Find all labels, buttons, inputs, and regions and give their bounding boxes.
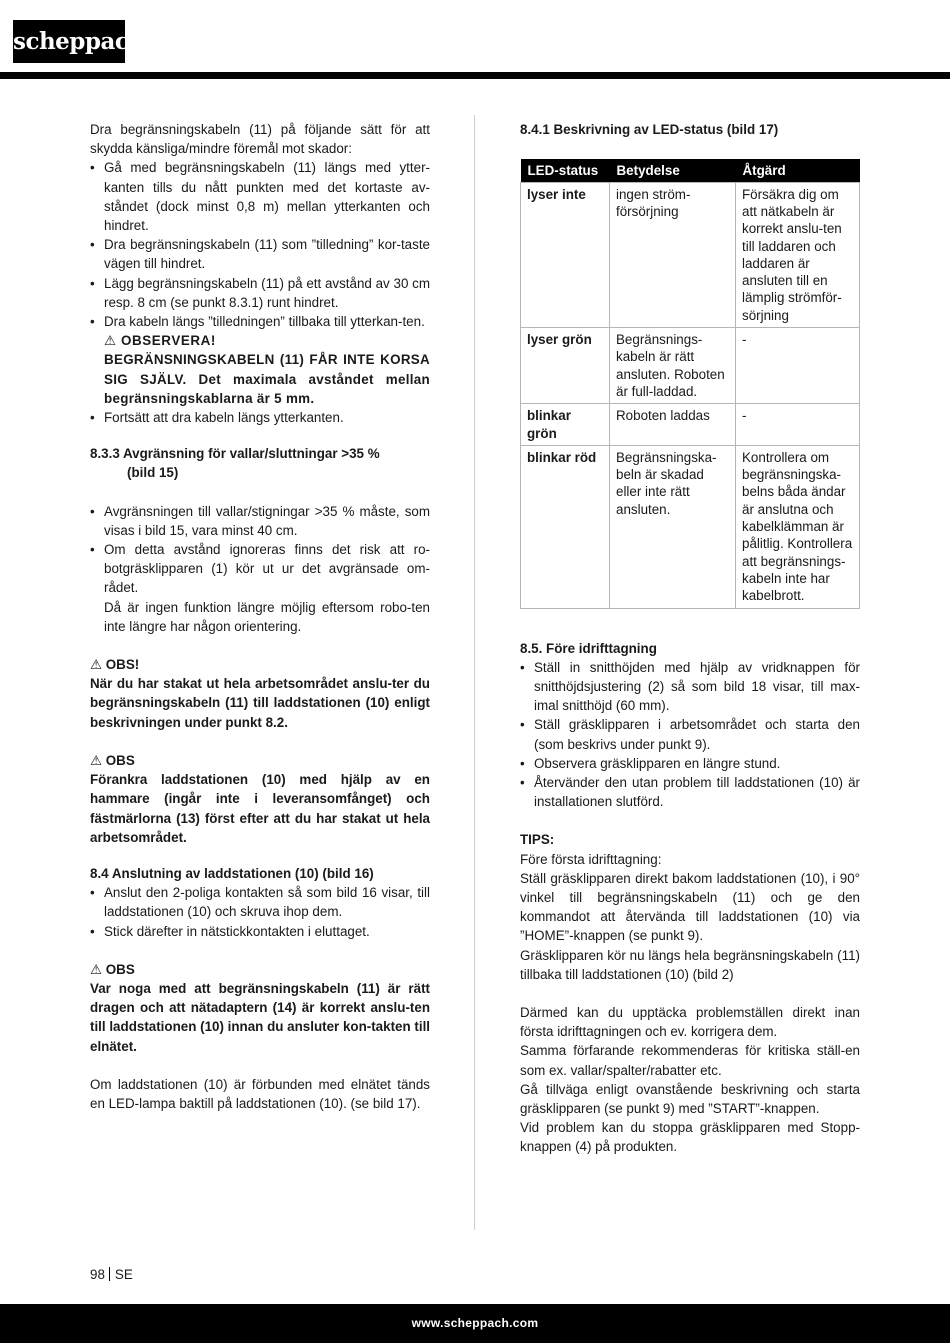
list-item: • Avgränsningen till vallar/stigningar >35 % måste, som visas i bild 15, vara minst 40 cm.	[90, 502, 430, 540]
table-row	[521, 328, 860, 404]
warning-text: Förankra laddstationen (10) med hjälp av en hammare (ingår inte i leveransomfånget) och fästmärlorna (13) först efter att du har stakat ut hela arbetsområdet.	[90, 772, 430, 845]
warning-triangle-icon: ⚠	[90, 961, 103, 977]
list-item: • Gå med begränsningskabeln (11) längs med ytter-kanten tills du nått punkten med det kortaste av-ståndet (dock minst 0,8 m) mellan ytterkanten och hindret.	[90, 158, 430, 235]
table-cell: -	[736, 404, 860, 446]
tips-line: Gå tillväga enligt ovanstående beskrivning och starta gräsklipparen (se punkt 9) med ”START”-knappen.	[520, 1081, 860, 1116]
list-continuation: Då är ingen funktion längre möjlig eftersom robo-ten inte längre har någon orientering.	[104, 599, 430, 634]
section-title-8-4: 8.4 Anslutning av laddstationen (10) (bild 16)	[90, 865, 374, 881]
tips-line: Därmed kan du upptäcka problemställen direkt inan första idrifttagningen och ev. korrigera dem.	[520, 1004, 860, 1040]
warning-title: ⚠ OBS!	[90, 657, 140, 673]
list-item: • Observera gräsklipparen en längre stund.	[520, 754, 860, 773]
language-code: SE	[114, 1267, 133, 1282]
table-cell: ingen ström-försörjning	[610, 182, 736, 327]
page-footer-number	[90, 1265, 133, 1284]
warning-text: Var noga med att begränsningskabeln (11) är rätt dragen och att nätadaptern (14) är korrekt anslu-ten till laddstationen (10) innan du ansluter kon-takten till elnätet.	[90, 980, 431, 1054]
list-item: • Lägg begränsningskabeln (11) på ett avstånd av 30 cm resp. 8 cm (se punkt 8.3.1) runt hindret.	[90, 274, 430, 312]
bullet-list-obstacle	[90, 158, 430, 331]
table-header-cell: Betydelse	[610, 159, 736, 182]
tips-line: Vid problem kan du stoppa gräsklipparen med Stopp-knappen (4) på produkten.	[520, 1120, 860, 1155]
column-divider	[474, 115, 475, 1230]
bullet-list-connection	[90, 883, 430, 941]
warning-text: BEGRÄNSNINGSKABELN (11) FÅR INTE KORSA SIG SJÄLV. Det maximala avståndet mellan begränsningskablarna är 5 mm.	[104, 352, 430, 406]
section-title: 8.3.3 Avgränsning för vallar/sluttningar >35 %	[90, 446, 380, 462]
table-cell: lyser inte	[521, 182, 610, 327]
table-cell: Begränsnings-kabeln är rätt ansluten. Roboten är full-laddad.	[610, 328, 736, 404]
list-item: • Dra begränsningskabeln (11) som ”tilledning” kor-taste vägen till hindret.	[90, 235, 430, 273]
table-cell: -	[736, 328, 860, 404]
list-item: • Återvänder den utan problem till laddstationen (10) är installationen slutförd.	[520, 773, 860, 811]
closing-text: Om laddstationen (10) är förbunden med elnätet tänds en LED-lampa baktill på laddstationen (10). (se bild 17).	[90, 1076, 430, 1111]
header-bar	[0, 72, 950, 79]
list-item: • Fortsätt att dra kabeln längs ytterkanten.	[90, 408, 430, 427]
warning-block-observera	[90, 331, 430, 408]
bullet-list-continue	[90, 408, 430, 427]
tips-line: Gräsklipparen kör nu längs hela begränsningskabeln (11) tillbaka till laddstationen (10) (bild 2)	[520, 947, 860, 982]
section-title-8-4-1: 8.4.1 Beskrivning av LED-status (bild 17)	[520, 122, 779, 137]
table-cell: Roboten laddas	[610, 404, 736, 446]
page-number: 98	[90, 1267, 105, 1282]
intro-text: Dra begränsningskabeln (11) på följande sätt för att skydda känsliga/mindre föremål mot skador:	[90, 122, 430, 157]
list-item: • Ställ in snitthöjden med hjälp av vridknappen för snitthöjdsjustering (2) så som bild 18 visar, till max-imal snitthöjd (60 mm).	[520, 658, 860, 716]
warning-title: ⚠ OBS	[90, 752, 135, 768]
bullet-list-slopes	[90, 502, 430, 598]
table-cell: lyser grön	[521, 328, 610, 404]
tips-title: TIPS:	[520, 832, 555, 848]
led-status-table	[520, 159, 860, 608]
section-heading-8-3-3	[90, 444, 430, 482]
brand-logo: scheppach	[13, 20, 125, 63]
table-cell: Begränsningska-beln är skadad eller inte rätt ansluten.	[610, 445, 736, 608]
list-item: • Om detta avstånd ignoreras finns det risk att ro-botgräsklipparen (1) kör ut ur det avgränsade om-rådet.	[90, 540, 430, 598]
table-cell: blinkar grön	[521, 404, 610, 446]
warning-title: ⚠ OBSERVERA!	[104, 333, 216, 349]
warning-text: När du har stakat ut hela arbetsområdet anslu-ter du begränsningskabeln (11) till laddstationen (10) enligt beskrivningen under punkt 8.2.	[90, 676, 430, 730]
table-cell: Försäkra dig om att nätkabeln är korrekt anslu-ten till laddaren och laddaren är ansluten till en lämplig strömför-sörjning	[736, 182, 860, 327]
table-row	[521, 182, 860, 327]
section-title-8-5: 8.5. Före idrifttagning	[520, 640, 657, 656]
tips-line: Samma förfarande rekommenderas för kritiska ställ-en som ex. vallar/spalter/rabatter etc.	[520, 1043, 860, 1078]
list-item: • Ställ gräsklipparen i arbetsområdet och starta den (som beskrivs under punkt 9).	[520, 715, 860, 753]
table-header-cell: LED-status	[521, 159, 610, 182]
bullet-list-startup	[520, 658, 860, 812]
warning-title: ⚠ OBS	[90, 961, 135, 977]
table-header-cell: Åtgärd	[736, 159, 860, 182]
tips-line: Före första idrifttagning:	[520, 851, 662, 867]
section-subtitle: (bild 15)	[127, 465, 179, 481]
list-item: • Dra kabeln längs ”tilledningen” tillbaka till ytterkan-ten.	[90, 312, 430, 331]
warning-triangle-icon: ⚠	[104, 333, 117, 349]
table-row	[521, 404, 860, 446]
footer-website[interactable]: www.scheppach.com	[0, 1304, 950, 1343]
list-item: • Stick därefter in nätstickkontakten i eluttaget.	[90, 922, 430, 941]
table-cell: Kontrollera om begränsningska-belns båda ändar är anslutna och kabelklämman är pålitlig. Kontrollera att begränsnings-kabeln inte har kabelbrott.	[736, 445, 860, 608]
table-header-row	[521, 159, 860, 182]
table-row	[521, 445, 860, 608]
warning-triangle-icon: ⚠	[90, 657, 103, 673]
right-column	[520, 120, 860, 1157]
warning-triangle-icon: ⚠	[90, 752, 103, 768]
left-column	[90, 120, 430, 1113]
list-item: • Anslut den 2-poliga kontakten så som bild 16 visar, till laddstationen (10) och skruva ihop dem.	[90, 883, 430, 921]
tips-line: Ställ gräsklipparen direkt bakom laddstationen (10), i 90° vinkel till begränsningskabeln (11) och ge den kommandot att återvända till laddstationen (10) via ”HOME”-knappen (se punkt 9).	[520, 870, 860, 944]
table-cell: blinkar röd	[521, 445, 610, 608]
